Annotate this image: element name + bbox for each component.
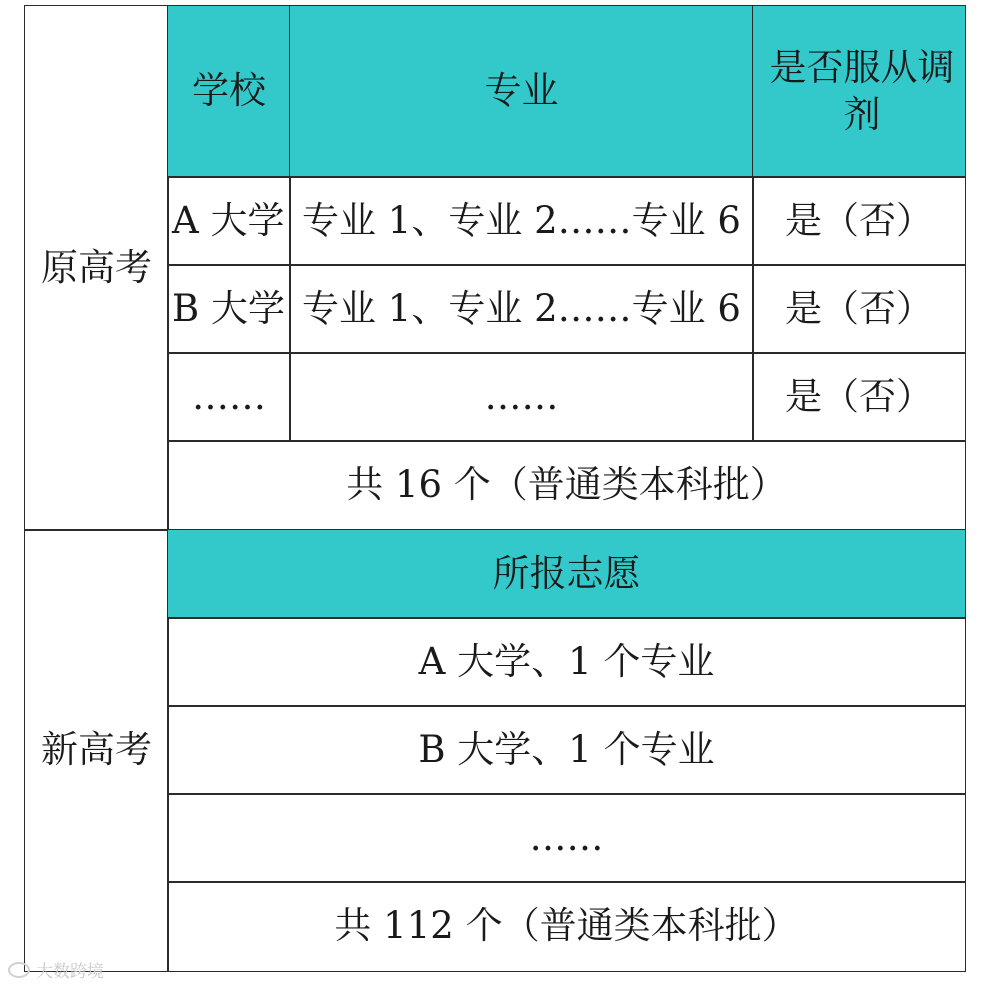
old-row-3-school: …… bbox=[167, 352, 291, 442]
new-total: 共 112 个（普通类本科批） bbox=[167, 881, 966, 972]
watermark bbox=[8, 957, 104, 982]
new-system-label: 新高考 bbox=[24, 529, 169, 972]
old-row-3-majors: …… bbox=[289, 352, 754, 442]
new-header: 所报志愿 bbox=[167, 529, 966, 619]
new-row-1: A 大学、1 个专业 bbox=[167, 617, 966, 707]
old-system-label: 原高考 bbox=[24, 5, 169, 531]
header-school: 学校 bbox=[167, 5, 291, 178]
new-row-3: …… bbox=[167, 793, 966, 883]
header-major: 专业 bbox=[289, 5, 754, 178]
old-row-1-school: A 大学 bbox=[167, 176, 291, 266]
old-row-2-majors: 专业 1、专业 2……专业 6 bbox=[289, 264, 754, 354]
watermark-text: 大数跨境 bbox=[36, 962, 104, 982]
old-row-1-majors: 专业 1、专业 2……专业 6 bbox=[289, 176, 754, 266]
old-row-2-adjust: 是（否） bbox=[752, 264, 966, 354]
old-row-2-school: B 大学 bbox=[167, 264, 291, 354]
old-row-3-adjust: 是（否） bbox=[752, 352, 966, 442]
header-adjust: 是否服从调剂 bbox=[752, 5, 966, 178]
watermark-logo-icon bbox=[8, 962, 30, 978]
old-total: 共 16 个（普通类本科批） bbox=[167, 440, 966, 531]
new-row-2: B 大学、1 个专业 bbox=[167, 705, 966, 795]
admission-comparison-table bbox=[24, 5, 966, 972]
old-row-1-adjust: 是（否） bbox=[752, 176, 966, 266]
